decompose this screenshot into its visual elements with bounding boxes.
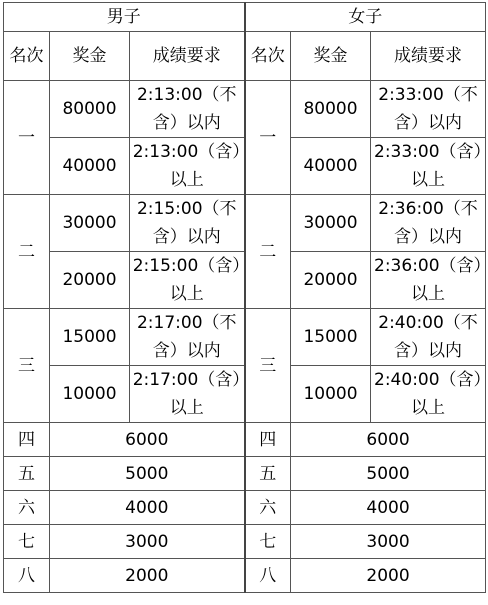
women-rank-cell: 四 [245,423,291,457]
men-prize-cell: 15000 [50,309,130,366]
men-rank-cell: 七 [4,525,50,559]
women-prize-header: 奖金 [291,32,371,81]
men-prize-cell: 5000 [50,457,245,491]
men-rank-header: 名次 [4,32,50,81]
women-prize-cell: 20000 [291,252,371,309]
table-row [4,195,486,252]
men-prize-cell: 4000 [50,491,245,525]
women-prize-cell: 30000 [291,195,371,252]
men-rank-cell: 五 [4,457,50,491]
prize-table [3,2,486,593]
women-prize-cell: 4000 [291,491,486,525]
men-requirement-header: 成绩要求 [130,32,245,81]
men-rank-cell: 三 [4,309,50,423]
women-requirement-header: 成绩要求 [371,32,486,81]
women-requirement-cell: 2:36:00（不含）以内 [371,195,486,252]
women-prize-cell: 2000 [291,559,486,593]
men-rank-cell: 六 [4,491,50,525]
men-prize-cell: 10000 [50,366,130,423]
women-requirement-cell: 2:40:00（含）以上 [371,366,486,423]
men-rank-cell: 四 [4,423,50,457]
women-rank-cell: 五 [245,457,291,491]
women-prize-cell: 15000 [291,309,371,366]
women-requirement-cell: 2:33:00（不含）以内 [371,81,486,138]
men-requirement-cell: 2:13:00（含）以上 [130,138,245,195]
women-prize-cell: 5000 [291,457,486,491]
men-group-header: 男子 [4,3,245,32]
men-requirement-cell: 2:17:00（不含）以内 [130,309,245,366]
table-row [4,81,486,138]
women-rank-cell: 八 [245,559,291,593]
men-prize-cell: 2000 [50,559,245,593]
women-requirement-cell: 2:36:00（含）以上 [371,252,486,309]
table-row [4,559,486,593]
men-requirement-cell: 2:15:00（含）以上 [130,252,245,309]
table-row [4,457,486,491]
men-rank-cell: 二 [4,195,50,309]
table-row [4,423,486,457]
men-prize-cell: 6000 [50,423,245,457]
women-rank-cell: 七 [245,525,291,559]
table-row [4,491,486,525]
men-prize-header: 奖金 [50,32,130,81]
men-requirement-cell: 2:13:00（不含）以内 [130,81,245,138]
men-requirement-cell: 2:17:00（含）以上 [130,366,245,423]
column-header-row [4,32,486,81]
table-row [4,309,486,366]
women-prize-cell: 3000 [291,525,486,559]
women-group-header: 女子 [245,3,486,32]
prize-table-wrapper [3,2,486,593]
group-header-row [4,3,486,32]
women-prize-cell: 80000 [291,81,371,138]
women-requirement-cell: 2:33:00（含）以上 [371,138,486,195]
women-prize-cell: 6000 [291,423,486,457]
women-rank-cell: 二 [245,195,291,309]
men-prize-cell: 40000 [50,138,130,195]
women-rank-cell: 三 [245,309,291,423]
men-prize-cell: 80000 [50,81,130,138]
men-rank-cell: 八 [4,559,50,593]
men-prize-cell: 20000 [50,252,130,309]
women-rank-cell: 一 [245,81,291,195]
table-row [4,525,486,559]
women-rank-cell: 六 [245,491,291,525]
women-requirement-cell: 2:40:00（不含）以内 [371,309,486,366]
men-rank-cell: 一 [4,81,50,195]
women-prize-cell: 10000 [291,366,371,423]
men-requirement-cell: 2:15:00（不含）以内 [130,195,245,252]
men-prize-cell: 30000 [50,195,130,252]
women-rank-header: 名次 [245,32,291,81]
women-prize-cell: 40000 [291,138,371,195]
men-prize-cell: 3000 [50,525,245,559]
